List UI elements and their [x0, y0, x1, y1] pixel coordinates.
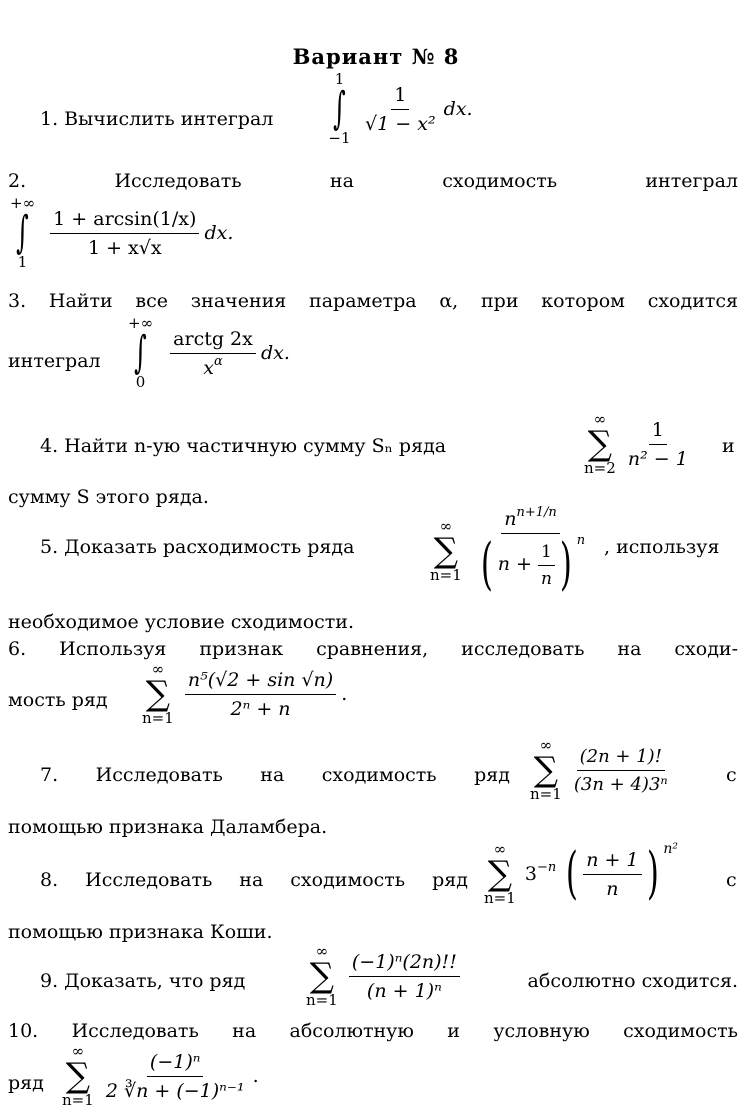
integral-lower-limit: 1: [17, 253, 28, 271]
sum-upper-limit: ∞: [493, 840, 507, 858]
problem-6-series: [142, 662, 347, 726]
problem-6-lead: мость ряд: [8, 689, 108, 711]
problem-3-line-1: 3. Найти все значения параметра α, при котором сходится: [8, 290, 738, 312]
sum-lower-limit: n=1: [306, 991, 338, 1009]
fraction: [103, 1051, 248, 1102]
problem-6-line-1: 6. Используя признак сравнения, исследовать на сходи-: [8, 638, 738, 660]
sum-sign: ∑: [487, 854, 513, 894]
fraction-denominator: n² − 1: [627, 447, 688, 470]
problem-8-with: с: [726, 869, 737, 891]
sum-sign: ∑: [533, 750, 559, 790]
word: Исследовать: [114, 170, 242, 192]
problem-5-line-2: необходимое условие сходимости.: [8, 611, 355, 633]
problem-10-lead: ряд: [8, 1072, 44, 1094]
word: ряд: [474, 764, 510, 786]
integral-sign: ∫: [134, 327, 147, 378]
problem-9-series: [306, 944, 460, 1008]
fraction-denominator: √1 − x²: [365, 112, 436, 135]
word: интеграл: [645, 170, 738, 192]
sum-lower-limit: n=1: [62, 1091, 94, 1109]
problem-2-integral: [10, 196, 233, 270]
sum-upper-limit: ∞: [71, 1042, 85, 1060]
word: Исследовать: [85, 869, 213, 891]
integral-upper-limit: 1: [334, 70, 345, 88]
base: $3^{-n}$: [524, 860, 557, 885]
fraction-numerator: 1 + arcsin(1/x): [50, 208, 199, 234]
sum-sign: ∑: [433, 530, 459, 571]
problem-3-lead: интеграл: [8, 350, 101, 372]
sum-sign: ∑: [65, 1056, 91, 1096]
integral-sign: ∫: [16, 207, 29, 258]
fraction: [349, 951, 460, 1002]
fraction-numerator: arctg 2x: [170, 328, 256, 354]
fraction-numerator: (2n + 1)!: [577, 746, 665, 771]
fraction-numerator: (−1)ⁿ: [147, 1051, 204, 1077]
integral-sign: ∫: [333, 83, 346, 134]
fraction: [170, 328, 256, 379]
problem-9-text: 9. Доказать, что ряд: [40, 970, 246, 992]
sum-lower-limit: n=1: [530, 785, 562, 803]
problem-8-series: ∞ ∑ n=1 $3^{-n}$ ( $\frac{n + 1}{n}$ ) n²: [484, 840, 679, 907]
integral-upper-limit: +∞: [10, 194, 36, 212]
fraction: [571, 746, 671, 795]
problem-8-line-2: помощью признака Коши.: [8, 921, 273, 943]
fraction-numerator: n + 1: [583, 849, 641, 875]
sum-lower-limit: n=1: [484, 889, 516, 907]
integral-lower-limit: −1: [328, 129, 351, 147]
fraction-denominator: ( n + $\frac{1}{n}$ ) $^n$: [480, 532, 586, 597]
word: 8.: [40, 869, 59, 891]
fraction-numerator: 1: [649, 419, 667, 445]
fraction: [583, 849, 641, 900]
sum-sign: ∑: [587, 424, 613, 464]
integral-upper-limit: +∞: [128, 314, 154, 332]
word: на: [260, 764, 285, 786]
fraction-numerator: (−1)ⁿ(2n)!!: [349, 951, 460, 977]
word: на: [329, 170, 354, 192]
sum-upper-limit: ∞: [593, 410, 607, 428]
problem-7-line-2: помощью признака Даламбера.: [8, 816, 328, 838]
problem-9-tail: абсолютно сходится.: [527, 970, 738, 992]
problem-4-text: 4. Найти n-ую частичную сумму Sₙ ряда: [40, 435, 447, 457]
sum-upper-limit: ∞: [151, 660, 165, 678]
word: сходимость: [290, 869, 406, 891]
sum-lower-limit: n=1: [142, 709, 174, 727]
problem-2-line: [8, 172, 738, 191]
fraction-denominator: (3n + 4)3ⁿ: [573, 773, 668, 795]
period: .: [341, 683, 348, 705]
fraction: [473, 505, 588, 597]
word: на: [239, 869, 264, 891]
sum-upper-limit: ∞: [439, 516, 453, 535]
sum-lower-limit: n=2: [584, 459, 616, 477]
sum-sign: ∑: [309, 956, 335, 996]
word: 2.: [8, 170, 27, 192]
fraction-denominator: $x^\alpha$: [203, 353, 223, 379]
differential: dx.: [443, 98, 473, 120]
integral-lower-limit: 0: [135, 373, 146, 391]
problem-10-line-1: 10. Исследовать на абсолютную и условную сходимость: [8, 1020, 738, 1042]
problem-5-series: [430, 505, 588, 597]
fraction: [185, 669, 336, 720]
fraction-denominator: 2 ∛n + (−1)ⁿ⁻¹: [105, 1079, 245, 1102]
differential: dx.: [260, 342, 290, 364]
problem-1-text: 1. Вычислить интеграл: [40, 108, 274, 130]
page-title: Вариант № 8: [292, 44, 460, 69]
word: сходимость: [321, 764, 437, 786]
fraction-denominator: n: [606, 877, 619, 900]
problem-8-line: [40, 871, 468, 890]
fraction-denominator: 1 + x√x: [87, 236, 162, 259]
problem-4-series: [584, 412, 691, 476]
sum-upper-limit: ∞: [315, 942, 329, 960]
fraction: [625, 419, 691, 470]
sum-sign: ∑: [145, 674, 171, 714]
problem-5-tail: , используя: [604, 536, 720, 558]
power: n²: [663, 840, 679, 857]
problem-1-integral: [328, 72, 473, 146]
fraction-numerator: n⁵(√2 + sin √n): [185, 669, 336, 695]
problem-3-integral: [128, 316, 290, 390]
problem-7-with: с: [726, 764, 737, 786]
fraction: [362, 84, 439, 135]
word: ряд: [432, 869, 468, 891]
fraction-denominator: 2ⁿ + n: [230, 697, 291, 720]
fraction-denominator: (n + 1)ⁿ: [366, 979, 442, 1002]
fraction: [50, 208, 199, 259]
fraction-numerator: $n^{n+1/n}$: [501, 508, 560, 534]
sum-lower-limit: n=1: [430, 565, 462, 584]
problem-7-series: [530, 738, 671, 802]
differential: dx.: [204, 222, 234, 244]
problem-10-series: [62, 1044, 259, 1108]
problem-5-text: 5. Доказать расходимость ряда: [40, 536, 355, 558]
period: .: [252, 1065, 259, 1087]
word: сходимость: [442, 170, 558, 192]
problem-7-line: [40, 766, 510, 785]
fraction-numerator: 1: [391, 84, 409, 110]
sum-upper-limit: ∞: [539, 736, 553, 754]
word: Исследовать: [95, 764, 223, 786]
word: 7.: [40, 764, 59, 786]
problem-4-line-2: сумму S этого ряда.: [8, 486, 209, 508]
problem-4-and: и: [722, 435, 735, 457]
